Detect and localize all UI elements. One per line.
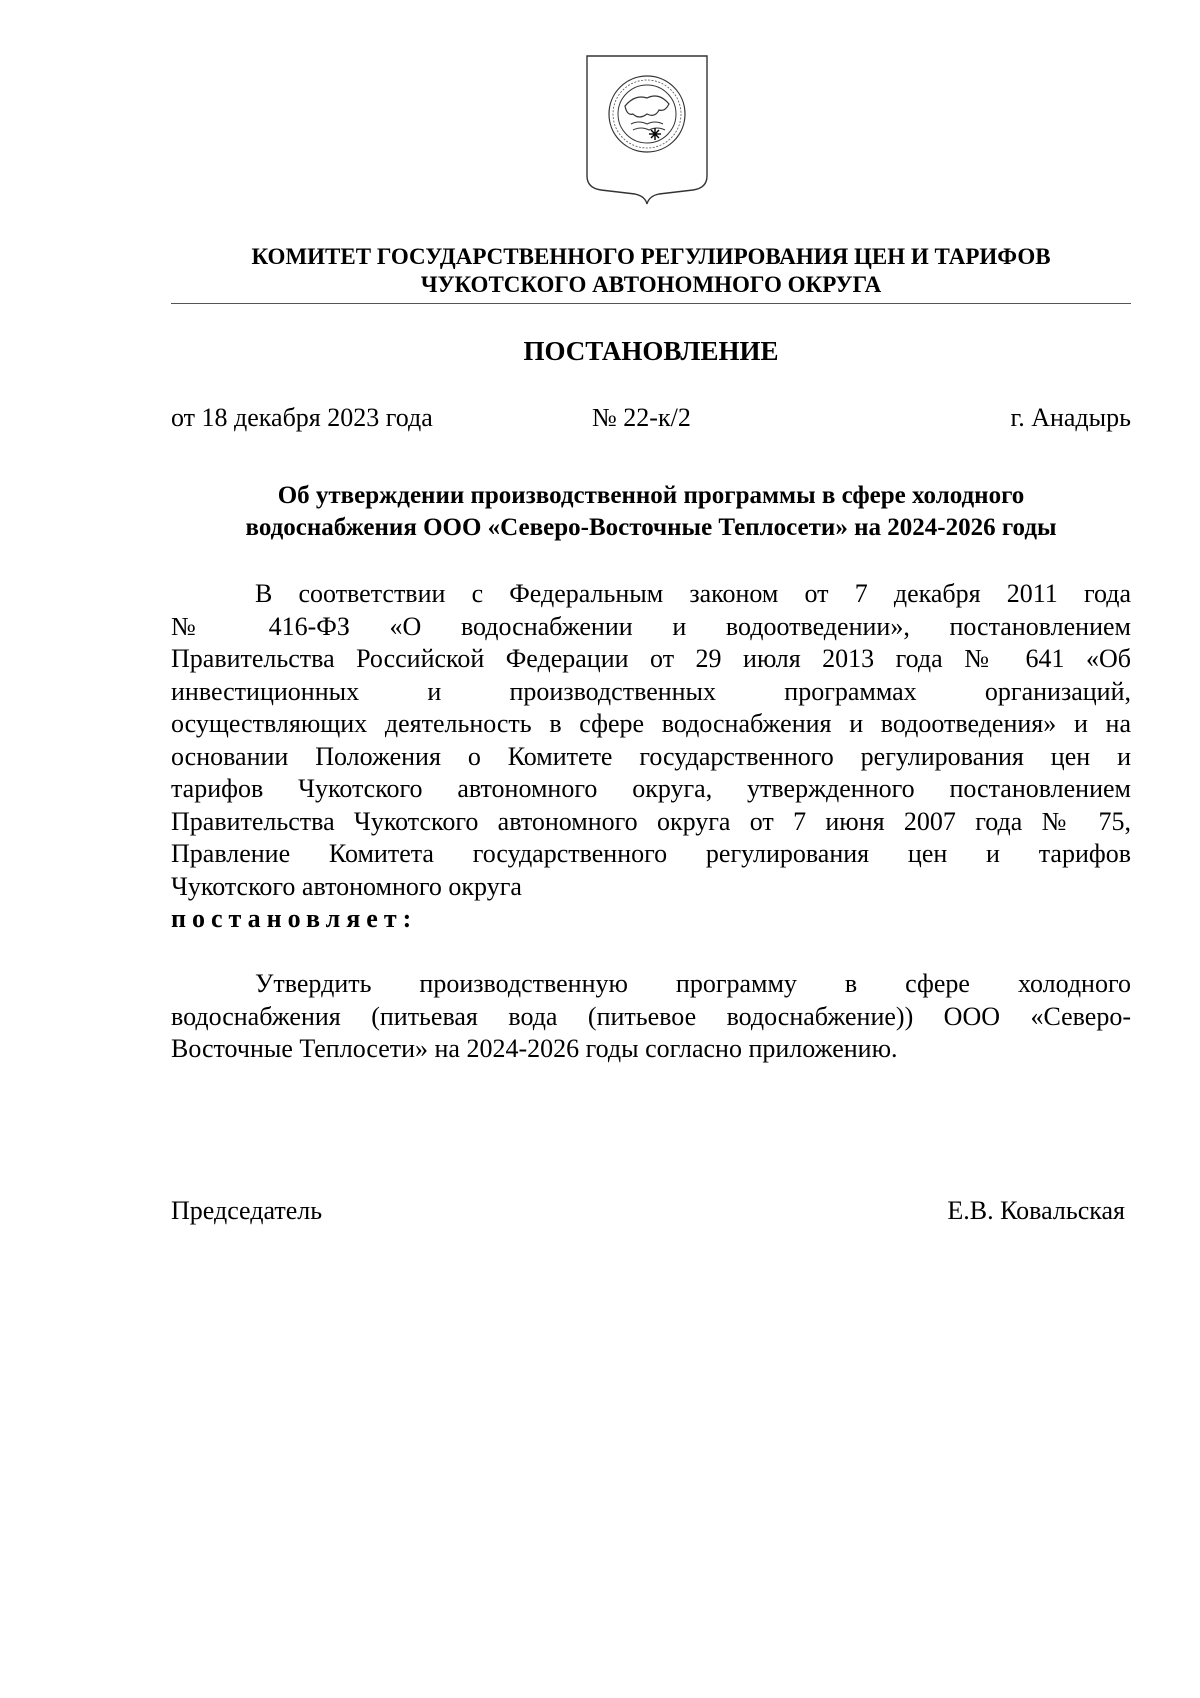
document-subject [171, 480, 1131, 544]
signatory-name: Е.В. Ковальская [947, 1196, 1125, 1225]
preamble-line: осуществляющих деятельность в сфере водоснабжения и водоотведения» и на [171, 709, 1131, 738]
preamble-line: Правление Комитета государственного регулирования цен и тарифов [171, 839, 1131, 868]
preamble-line: инвестиционных и производственных программах организаций, [171, 676, 1131, 706]
decision-line: водоснабжения (питьевая вода (питьевое водоснабжение)) ООО «Северо- [171, 1001, 1131, 1031]
preamble-line: Правительства Чукотского автономного округа от 7 июня 2007 года № 75, [171, 806, 1131, 836]
organization-name-line-2: ЧУКОТСКОГО АВТОНОМНОГО ОКРУГА [420, 272, 882, 297]
subject-line-1: Об утверждении производственной программы в сфере холодного [277, 482, 1025, 509]
signatory-title: Председатель [171, 1196, 323, 1225]
preamble-line: основании Положения о Комитете государственного регулирования цен и [171, 741, 1131, 771]
document-date: от 18 декабря 2023 года [171, 403, 433, 432]
signature-block [171, 1195, 1131, 1227]
resolve-keyword: постановляет: [171, 904, 418, 933]
preamble-line: Правительства Российской Федерации от 29 июля 2013 года № 641 «Об [171, 644, 1131, 673]
preamble-line: тарифов Чукотского автономного округа, утвержденного постановлением [171, 774, 1131, 803]
decision-paragraph [171, 968, 1131, 1066]
decision-line: Восточные Теплосети» на 2024-2026 годы согласно приложению. [171, 1034, 898, 1063]
coat-of-arms-emblem [585, 54, 709, 206]
document-meta [171, 402, 1131, 434]
decision-line: Утвердить производственную программу в сфере холодного [255, 969, 1131, 998]
preamble-line: № 416-ФЗ «О водоснабжении и водоотведении», постановлением [171, 611, 1131, 641]
document-type-title: ПОСТАНОВЛЕНИЕ [523, 336, 779, 366]
preamble-paragraph [171, 578, 1131, 903]
document-number: № 22-к/2 [592, 403, 691, 432]
organization-name-line-1: КОМИТЕТ ГОСУДАРСТВЕННОГО РЕГУЛИРОВАНИЯ ЦЕН И ТАРИФОВ [251, 244, 1051, 269]
subject-line-2: водоснабжения ООО «Северо-Восточные Теплосети» на 2024-2026 годы [245, 514, 1057, 541]
preamble-line: В соответствии с Федеральным законом от 7 декабря 2011 года [255, 579, 1131, 608]
document-place: г. Анадырь [1010, 403, 1131, 432]
preamble-line: Чукотского автономного округа [171, 871, 522, 901]
header-divider [171, 303, 1131, 304]
organization-header [171, 243, 1131, 299]
